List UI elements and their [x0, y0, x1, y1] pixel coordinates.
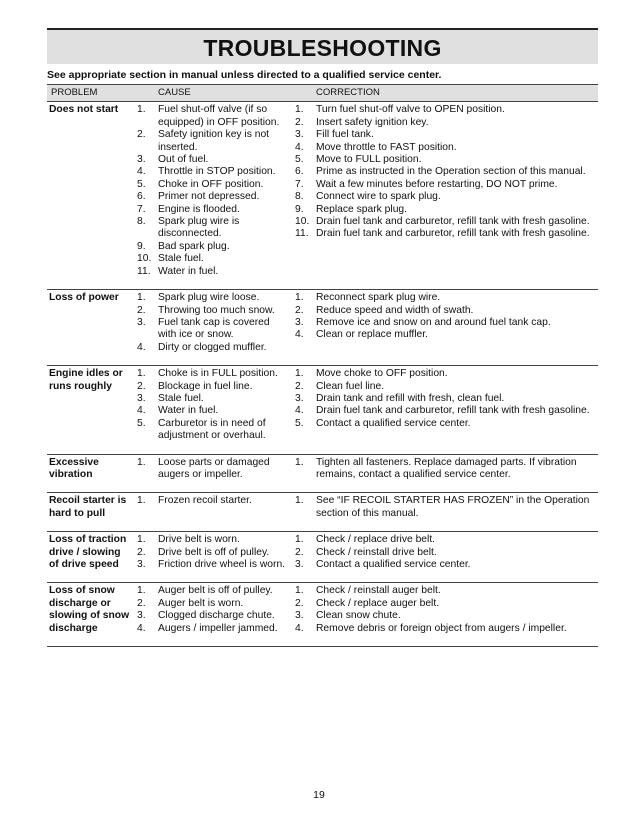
- item-number: 3.: [295, 559, 304, 570]
- item-number: 1.: [137, 456, 146, 468]
- item-text: Drive belt is worn.: [158, 534, 240, 546]
- cause-item: [137, 623, 289, 635]
- item-number: 8.: [137, 216, 146, 228]
- item-number: 1.: [137, 495, 146, 507]
- item-number: 1.: [137, 368, 146, 380]
- item-text: Clean fuel line.: [316, 380, 385, 392]
- cause-item: [137, 457, 289, 482]
- item-text: Out of fuel.: [158, 154, 209, 166]
- item-number: 2.: [295, 546, 304, 558]
- correction-cell: [292, 532, 598, 583]
- item-number: 3.: [295, 316, 304, 328]
- cause-item: [137, 317, 289, 342]
- item-text: Engine is flooded.: [158, 203, 240, 215]
- item-number: 3.: [137, 316, 146, 328]
- item-number: 10.: [137, 253, 152, 265]
- correction-item: [295, 154, 595, 166]
- correction-item: [295, 585, 595, 597]
- item-number: 2.: [137, 546, 146, 558]
- table-row: [47, 290, 598, 366]
- problem-cell: Loss of power: [47, 290, 134, 366]
- troubleshooting-table: [47, 84, 598, 647]
- correction-cell: [292, 583, 598, 647]
- problem-cell: Loss of traction drive / slowing of drive speed: [47, 532, 134, 583]
- item-text: Water in fuel.: [158, 405, 219, 417]
- item-text: Reconnect spark plug wire.: [316, 292, 441, 304]
- item-number: 1.: [137, 104, 146, 116]
- cause-item: [137, 292, 289, 304]
- correction-item: [295, 191, 595, 203]
- item-number: 3.: [295, 392, 304, 404]
- item-text: Drive belt is off of pulley.: [158, 546, 270, 558]
- item-text: Check / replace auger belt.: [316, 597, 440, 609]
- correction-item: [295, 610, 595, 622]
- item-number: 4.: [137, 341, 146, 353]
- item-text: Bad spark plug.: [158, 240, 230, 252]
- correction-item: [295, 129, 595, 141]
- header-problem: PROBLEM: [47, 85, 134, 102]
- item-text: Move throttle to FAST position.: [316, 141, 457, 153]
- item-text: Auger belt is worn.: [158, 597, 244, 609]
- correction-item: [295, 142, 595, 154]
- item-number: 2.: [137, 380, 146, 392]
- item-number: 1.: [137, 292, 146, 304]
- item-number: 5.: [137, 178, 146, 190]
- item-number: 9.: [137, 240, 146, 252]
- item-text: Loose parts or damaged augers or impeller.: [158, 456, 270, 480]
- cause-item: [137, 129, 289, 154]
- item-text: Blockage in fuel line.: [158, 380, 253, 392]
- cause-cell: [134, 583, 292, 647]
- item-text: Drain fuel tank and carburetor, refill tank with fresh gasoline.: [316, 216, 590, 228]
- cause-item: [137, 179, 289, 191]
- correction-item: [295, 329, 595, 341]
- cause-item: [137, 368, 289, 380]
- cause-item: [137, 381, 289, 393]
- cause-item: [137, 305, 289, 317]
- problem-cell: Loss of snow discharge or slowing of snow discharge: [47, 583, 134, 647]
- item-number: 3.: [137, 559, 146, 570]
- cause-cell: [134, 532, 292, 583]
- item-text: Dirty or clogged muffler.: [158, 341, 267, 353]
- item-number: 2.: [137, 304, 146, 316]
- item-number: 3.: [137, 154, 146, 166]
- item-text: Primer not depressed.: [158, 191, 260, 203]
- correction-cell: [292, 454, 598, 493]
- item-text: Drain tank and refill with fresh, clean fuel.: [316, 392, 505, 404]
- table-header-row: [47, 85, 598, 102]
- table-row: [47, 366, 598, 454]
- item-number: 7.: [137, 203, 146, 215]
- item-text: Turn fuel shut-off valve to OPEN position.: [316, 104, 505, 116]
- correction-item: [295, 117, 595, 129]
- title-bar: [47, 28, 598, 64]
- item-text: Check / reinstall drive belt.: [316, 546, 437, 558]
- item-text: Drain fuel tank and carburetor, refill tank with fresh gasoline.: [316, 405, 590, 417]
- item-number: 4.: [295, 141, 304, 153]
- item-number: 2.: [295, 597, 304, 609]
- cause-item: [137, 104, 289, 129]
- header-correction: CORRECTION: [292, 85, 598, 102]
- item-text: Choke is in FULL position.: [158, 368, 278, 380]
- cause-item: [137, 610, 289, 622]
- item-number: 11.: [137, 265, 151, 277]
- item-text: Replace spark plug.: [316, 203, 408, 215]
- problem-cell: Excessive vibration: [47, 454, 134, 493]
- cause-item: [137, 191, 289, 203]
- page-title: TROUBLESHOOTING: [203, 35, 442, 61]
- correction-item: [295, 104, 595, 116]
- item-number: 1.: [295, 495, 304, 507]
- correction-item: [295, 547, 595, 559]
- item-text: Auger belt is off of pulley.: [158, 585, 273, 597]
- correction-cell: [292, 366, 598, 454]
- correction-item: [295, 495, 595, 520]
- item-text: Insert safety ignition key.: [316, 116, 429, 128]
- cause-item: [137, 166, 289, 178]
- header-cause: CAUSE: [134, 85, 292, 102]
- cause-cell: [134, 493, 292, 532]
- item-text: Water in fuel.: [158, 265, 219, 277]
- problem-cell: Recoil starter is hard to pull: [47, 493, 134, 532]
- correction-item: [295, 559, 595, 571]
- correction-cell: [292, 290, 598, 366]
- item-text: Throwing too much snow.: [158, 304, 275, 316]
- item-number: 1.: [295, 368, 304, 380]
- cause-item: [137, 495, 289, 507]
- item-number: 3.: [295, 129, 304, 141]
- item-text: Prime as instructed in the Operation section of this manual.: [316, 166, 586, 178]
- item-number: 3.: [137, 610, 146, 622]
- item-text: Safety ignition key is not inserted.: [158, 129, 270, 153]
- correction-item: [295, 393, 595, 405]
- correction-item: [295, 228, 595, 240]
- correction-item: [295, 534, 595, 546]
- item-number: 7.: [295, 178, 304, 190]
- correction-item: [295, 368, 595, 380]
- table-row: [47, 532, 598, 583]
- cause-cell: [134, 454, 292, 493]
- cause-item: [137, 154, 289, 166]
- item-text: Augers / impeller jammed.: [158, 622, 278, 634]
- item-number: 1.: [295, 534, 304, 546]
- item-text: Fuel tank cap is covered with ice or snow.: [158, 316, 270, 341]
- cause-item: [137, 342, 289, 354]
- item-text: Carburetor is in need of adjustment or overhaul.: [158, 417, 266, 442]
- item-text: Spark plug wire loose.: [158, 292, 260, 304]
- cause-cell: [134, 102, 292, 290]
- item-number: 3.: [137, 392, 146, 404]
- item-number: 2.: [137, 597, 146, 609]
- table-row: [47, 102, 598, 290]
- item-text: Contact a qualified service center.: [316, 417, 471, 429]
- item-text: Contact a qualified service center.: [316, 559, 471, 570]
- item-text: Throttle in STOP position.: [158, 166, 276, 178]
- item-text: Stale fuel.: [158, 392, 204, 404]
- cause-item: [137, 547, 289, 559]
- item-text: Friction drive wheel is worn.: [158, 559, 286, 570]
- item-text: Fuel shut-off valve (if so equipped) in OFF position.: [158, 104, 280, 128]
- cause-item: [137, 393, 289, 405]
- correction-item: [295, 179, 595, 191]
- item-text: Move to FULL position.: [316, 154, 422, 166]
- correction-item: [295, 305, 595, 317]
- item-number: 2.: [295, 116, 304, 128]
- item-text: Drain fuel tank and carburetor, refill tank with fresh gasoline.: [316, 228, 590, 240]
- cause-item: [137, 559, 289, 571]
- item-text: Clean or replace muffler.: [316, 329, 428, 341]
- item-number: 6.: [295, 166, 304, 178]
- item-number: 9.: [295, 203, 304, 215]
- item-number: 1.: [295, 456, 304, 468]
- item-text: Stale fuel.: [158, 253, 204, 265]
- correction-item: [295, 317, 595, 329]
- correction-item: [295, 166, 595, 178]
- item-text: Connect wire to spark plug.: [316, 191, 441, 203]
- table-row: [47, 493, 598, 532]
- item-number: 4.: [295, 405, 304, 417]
- item-number: 1.: [295, 585, 304, 597]
- table-body: [47, 102, 598, 647]
- item-number: 5.: [295, 154, 304, 166]
- item-number: 3.: [295, 610, 304, 622]
- cause-item: [137, 585, 289, 597]
- item-number: 11.: [295, 228, 309, 240]
- item-number: 6.: [137, 191, 146, 203]
- cause-item: [137, 241, 289, 253]
- table-row: [47, 583, 598, 647]
- problem-cell: Does not start: [47, 102, 134, 290]
- item-text: See “IF RECOIL STARTER HAS FROZEN” in the Operation section of this manual.: [316, 495, 590, 519]
- item-number: 1.: [295, 104, 304, 116]
- item-number: 4.: [137, 166, 146, 178]
- correction-item: [295, 623, 595, 635]
- item-number: 8.: [295, 191, 304, 203]
- cause-item: [137, 405, 289, 417]
- correction-cell: [292, 493, 598, 532]
- cause-item: [137, 266, 289, 278]
- item-text: Fill fuel tank.: [316, 129, 374, 141]
- cause-item: [137, 534, 289, 546]
- item-text: Remove ice and snow on and around fuel tank cap.: [316, 316, 551, 328]
- item-text: Wait a few minutes before restarting, DO NOT prime.: [316, 178, 558, 190]
- correction-item: [295, 204, 595, 216]
- table-row: [47, 454, 598, 493]
- item-number: 10.: [295, 216, 310, 228]
- item-text: Reduce speed and width of swath.: [316, 304, 474, 316]
- item-number: 4.: [137, 622, 146, 634]
- cause-cell: [134, 290, 292, 366]
- item-text: Check / replace drive belt.: [316, 534, 436, 546]
- item-number: 1.: [295, 292, 304, 304]
- cause-cell: [134, 366, 292, 454]
- item-text: Remove debris or foreign object from augers / impeller.: [316, 622, 567, 634]
- item-text: Tighten all fasteners. Replace damaged parts. If vibration remains, contact a qualified service center.: [316, 456, 577, 480]
- section-note: See appropriate section in manual unless directed to a qualified service center.: [47, 69, 442, 81]
- cause-item: [137, 598, 289, 610]
- problem-cell: Engine idles or runs roughly: [47, 366, 134, 454]
- correction-cell: [292, 102, 598, 290]
- item-text: Choke in OFF position.: [158, 178, 264, 190]
- item-text: Spark plug wire is disconnected.: [158, 216, 240, 240]
- item-number: 4.: [295, 622, 304, 634]
- correction-item: [295, 405, 595, 417]
- item-number: 2.: [295, 304, 304, 316]
- item-text: Check / reinstall auger belt.: [316, 585, 441, 597]
- item-text: Clean snow chute.: [316, 610, 401, 622]
- cause-item: [137, 253, 289, 265]
- item-number: 5.: [295, 417, 304, 429]
- item-text: Move choke to OFF position.: [316, 368, 448, 380]
- correction-item: [295, 598, 595, 610]
- item-number: 2.: [137, 129, 146, 141]
- item-number: 1.: [137, 534, 146, 546]
- correction-item: [295, 381, 595, 393]
- item-number: 5.: [137, 417, 146, 429]
- item-number: 4.: [137, 405, 146, 417]
- cause-item: [137, 204, 289, 216]
- cause-item: [137, 216, 289, 241]
- page-number: 19: [313, 789, 325, 801]
- item-number: 4.: [295, 329, 304, 341]
- item-text: Clogged discharge chute.: [158, 610, 275, 622]
- item-text: Frozen recoil starter.: [158, 495, 252, 507]
- item-number: 2.: [295, 380, 304, 392]
- correction-item: [295, 216, 595, 228]
- item-number: 1.: [137, 585, 146, 597]
- correction-item: [295, 418, 595, 430]
- correction-item: [295, 292, 595, 304]
- correction-item: [295, 457, 595, 482]
- cause-item: [137, 418, 289, 443]
